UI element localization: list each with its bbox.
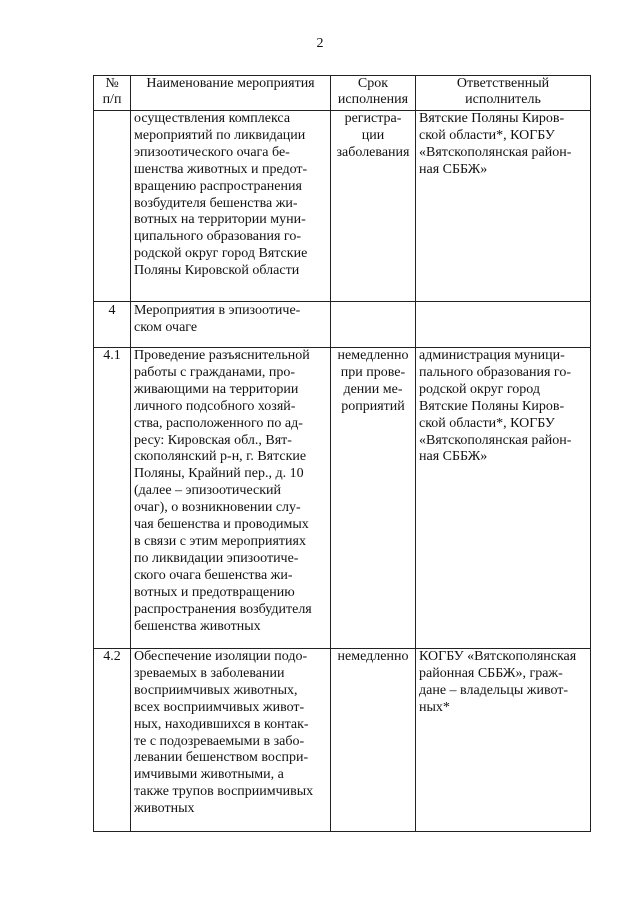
row-term: немедленно — [331, 649, 416, 832]
table-row — [94, 111, 591, 302]
table-row — [94, 649, 591, 832]
row-executor: КОГБУ «Вятскополянская районная СББЖ», граж- дане – владельцы живот- ных* — [416, 649, 591, 832]
row-name: осуществления комплекса мероприятий по ликвидации эпизоотического очага бе- шенства животных и предот- вращению распространения возбудителя бешенства жи- вотных на территории муни- ципального образования го- родской округ город Вятские Поляны Кировской области — [131, 111, 331, 302]
measures-table — [93, 75, 591, 832]
row-executor: Вятские Поляны Киров- ской области*, КОГБУ «Вятскополянская район- ная СББЖ» — [416, 111, 591, 302]
row-num — [94, 111, 131, 302]
row-executor: администрация муници- пального образования го- родской округ город Вятские Поляны Киров- ской области*, КОГБУ «Вятскополянская район- ная СББЖ» — [416, 348, 591, 649]
page-number: 2 — [316, 36, 324, 51]
table-row — [94, 348, 591, 649]
row-num: 4.1 — [94, 348, 131, 649]
table-row — [94, 302, 591, 348]
header-term: Срок исполнения — [331, 76, 416, 111]
header-name: Наименование мероприятия — [131, 76, 331, 111]
table-header-row — [94, 76, 591, 111]
row-term: немедленно при прове- дении ме- роприятий — [331, 348, 416, 649]
row-num: 4.2 — [94, 649, 131, 832]
row-name: Обеспечение изоляции подо- зреваемых в заболевании восприимчивых животных, всех восприимчивых живот- ных, находившихся в контак- те с подозреваемыми в забо- левании бешенством воспри- имчивыми животными, а также трупов восприимчивых животных — [131, 649, 331, 832]
row-term — [331, 302, 416, 348]
row-executor — [416, 302, 591, 348]
header-executor: Ответственный исполнитель — [416, 76, 591, 111]
header-num: № п/п — [94, 76, 131, 111]
row-name: Мероприятия в эпизоотиче- ском очаге — [131, 302, 331, 348]
row-name: Проведение разъяснительной работы с гражданами, про- живающими на территории личного подсобного хозяй- ства, расположенного по ад- ресу: Кировская обл., Вят- скополянский р-н, г. Вятские Поляны, Крайний пер., д. 10 (далее – эпизоотический очаг), о возникновении слу- чая бешенства и проводимых в связи с этим мероприятиях по ликвидации эпизоотиче- ского очага бешенства жи- вотных и предотвращению распространения возбудителя бешенства животных — [131, 348, 331, 649]
row-term: регистра- ции заболевания — [331, 111, 416, 302]
row-num: 4 — [94, 302, 131, 348]
